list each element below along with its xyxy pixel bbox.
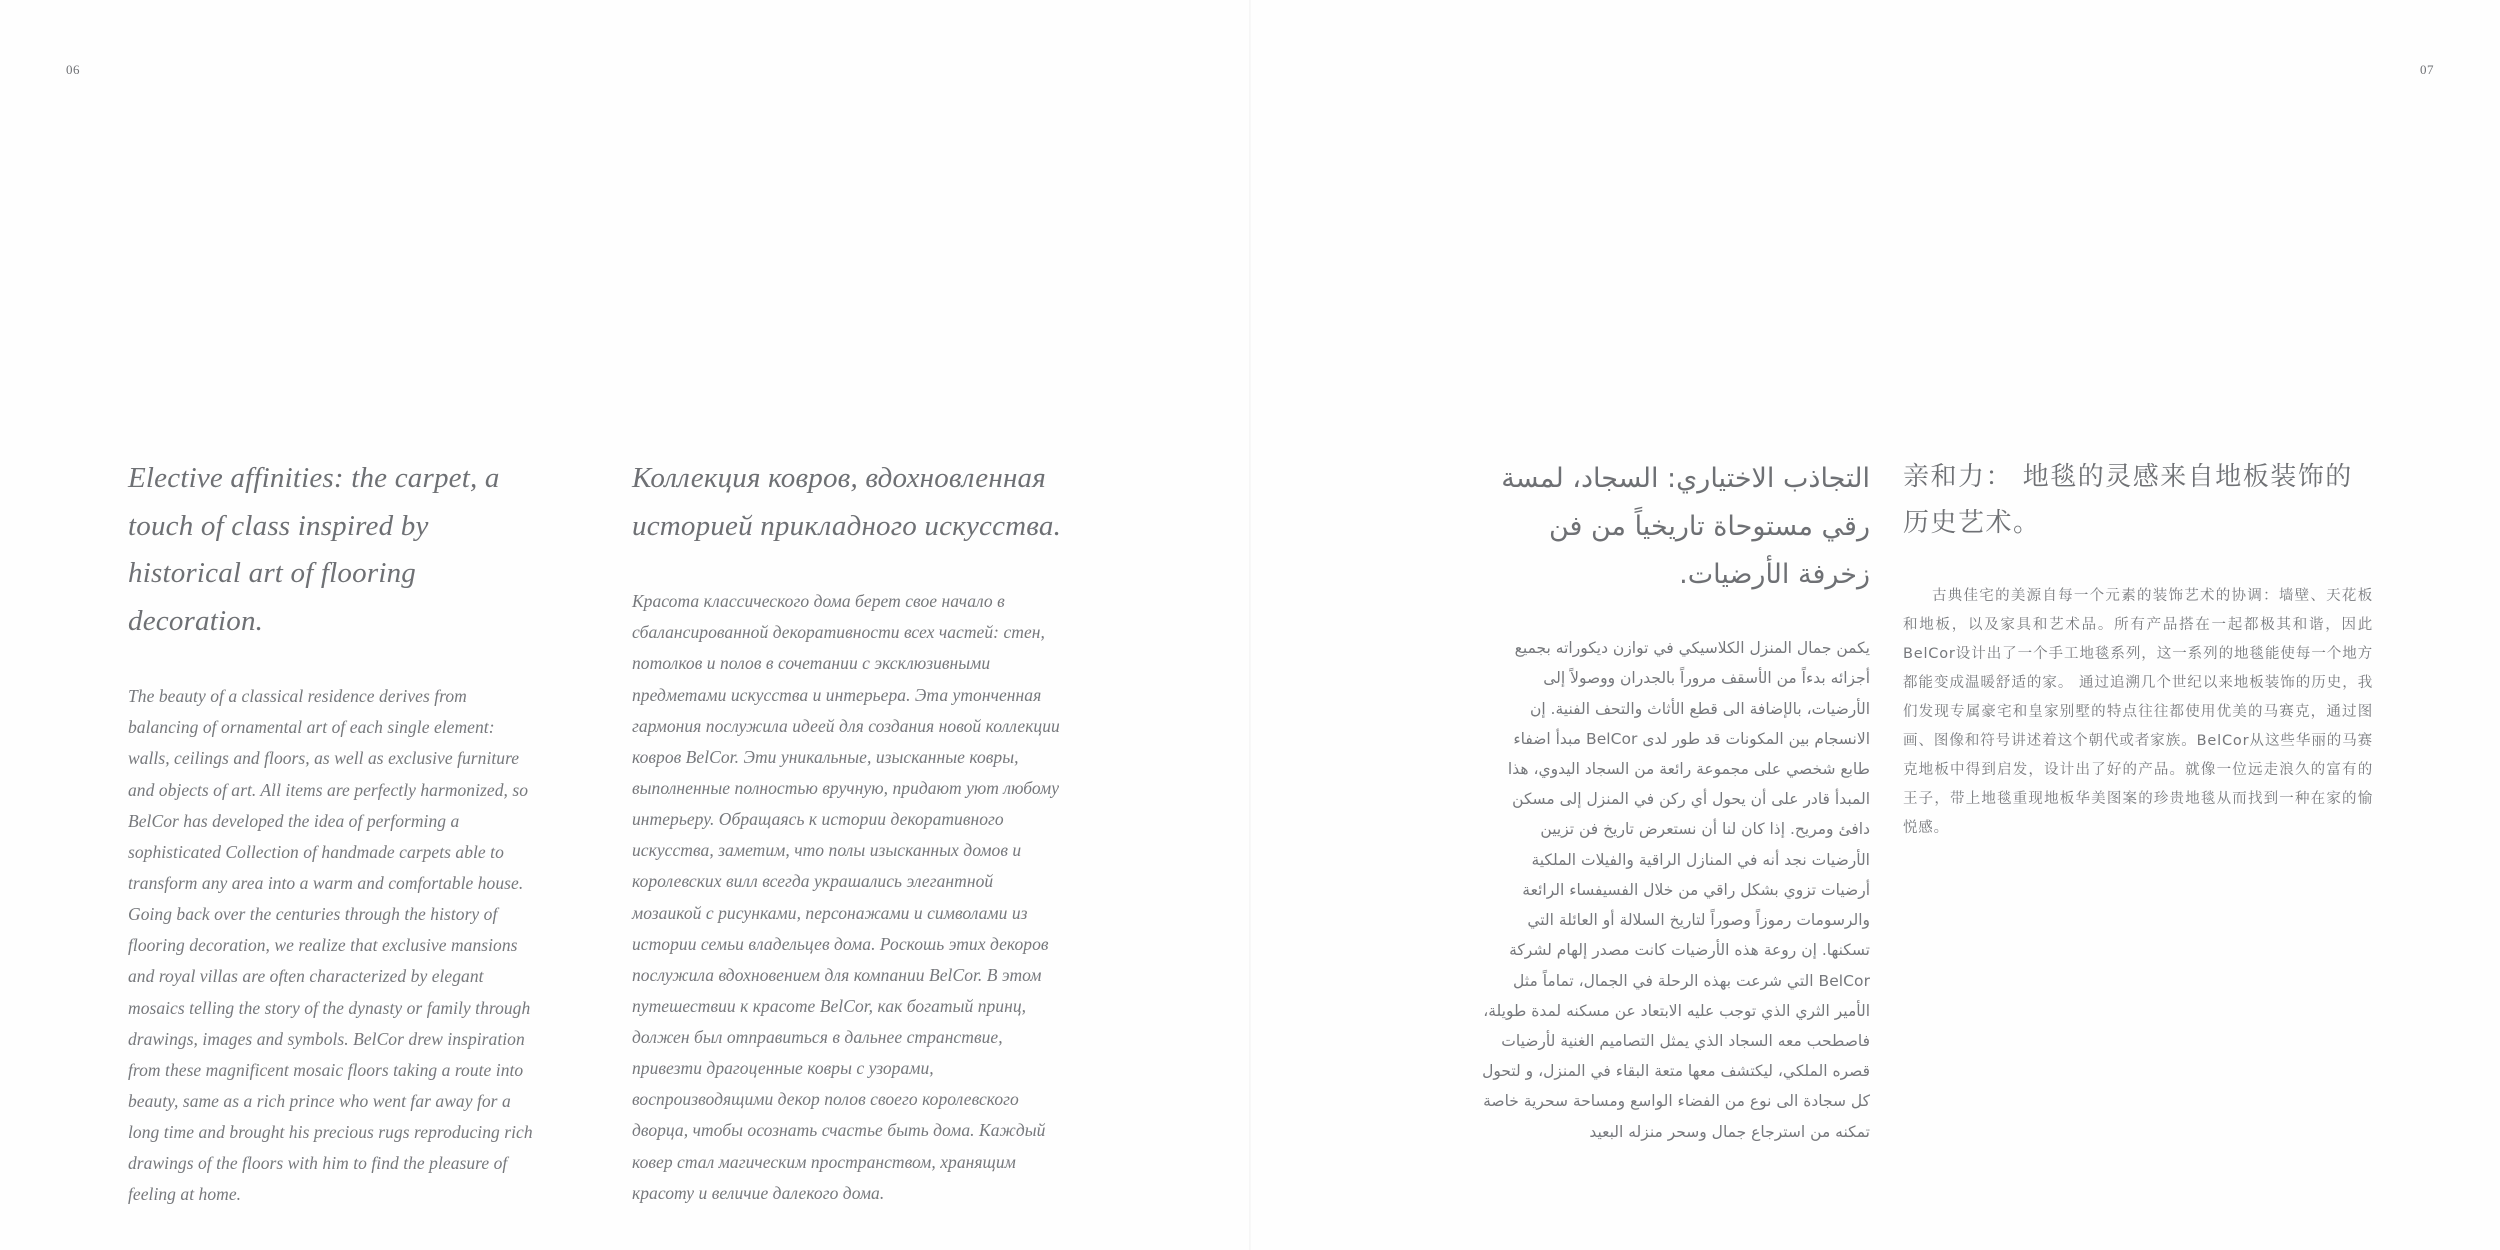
body-russian: Красота классического дома берет свое начало в сбалансированной декоративности всех частей: стен, потолков и полов в сочетании с эксклюзивными предметами искусства и интерьера. Эта утонченная гармония послужила идеей для создания новой коллекции ковров BelCor. Эти уникальные, изысканные ковры, выполненные полностью вручную, придают уют любому интерьеру. Обращаясь к истории декоративного искусства, заметим, что полы изысканных домов и королевских вилл всегда украшались элегантной мозаикой с рисунками, персонажами и символами из истории семьи владельцев дома. Роскошь этих декоров послужила вдохновением для компании BelCor. В этом путешествии к красоте BelCor, как богатый принц, должен был отправиться в дальнее странствие, привезти драгоценные ковры с узорами, воспроизводящими декор полов своего королевского дворца, чтобы осознать счастье быть дома. Каждый ковер стал магическим пространством, хранящим красоту и величие далекого дома. [632, 591, 1060, 1203]
body-english: The beauty of a classical residence derives from balancing of ornamental art of each single element: walls, ceilings and floors, as well as exclusive furniture and objects of art. All items are perfectly harmonized, so BelCor has developed the idea of performing a sophisticated Collection of handmade carpets able to transform any area into a warm and comfortable house. Going back over the centuries through the history of flooring decoration, we realize that exclusive mansions and royal villas are often characterized by elegant mosaics telling the story of the dynasty or family through drawings, images and symbols. BelCor drew inspiration from these magnificent mosaic floors taking a route into beauty, same as a rich prince who went far away for a long time and brought his precious rugs reproducing rich drawings of the floors with him to find the pleasure of feeling at home. [128, 686, 533, 1205]
body-chinese: 古典佳宅的美源自每一个元素的装饰艺术的协调：墙壁、天花板和地板，以及家具和艺术品。所有产品搭在一起都极其和谐，因此BelCor设计出了一个手工地毯系列，这一系列的地毯能使每一个地方都能变成温暖舒适的家。 通过追溯几个世纪以来地板装饰的历史，我们发现专属豪宅和皇家别墅的特点往往都使用优美的马赛克，通过图画、图像和符号讲述着这个朝代或者家族。BelCor从这些华丽的马赛克地板中得到启发，设计出了好的产品。就像一位远走浪久的富有的王子，带上地毯重现地板华美图案的珍贵地毯从而找到一种在家的愉悦感。 [1903, 588, 2373, 836]
page-fold-shadow [1249, 0, 1251, 1250]
heading-arabic: التجاذب الاختياري: السجاد، لمسة رقي مستوحاة تاريخياً من فن زخرفة الأرضيات. [1501, 463, 1870, 591]
folio-right: 07 [2420, 62, 2434, 77]
heading-russian: Коллекция ковров, вдохновленная историей прикладного искусства. [632, 462, 1062, 542]
heading-english: Elective affinities: the carpet, a touch of class inspired by historical art of flooring decoration. [128, 462, 500, 637]
heading-chinese: 亲和力： 地毯的灵感来自地板装饰的历史艺术。 [1903, 462, 2353, 538]
column-arabic [1480, 455, 1870, 1147]
folio-left: 06 [66, 62, 80, 77]
column-russian [632, 455, 1062, 1209]
body-arabic: يكمن جمال المنزل الكلاسيكي في توازن ديكوراته بجميع أجزائه بدءاً من الأسقف مروراً بالجدران ووصولاً إلى الأرضيات، بالإضافة الى قطع الأثاث والتحف الفنية. إن الانسجام بين المكونات قد طور لدى BelCor مبدأ اضفاء طابع شخصي على مجموعة رائعة من السجاد اليدوي، هذا المبدأ قادر على أن يحول أي ركن في المنزل إلى مسكن دافئ ومريح. إذا كان لنا أن نستعرض تاريخ فن تزيين الأرضيات نجد أنه في المنازل الراقية والفيلات الملكية أرضيات تزوي بشكل راقي من خلال الفسيفساء الرائعة والرسومات رموزاً وصوراً لتاريخ السلالة أو العائلة التي تسكنها. إن روعة هذه الأرضيات كانت مصدر إلهام لشركة BelCor التي شرعت بهذه الرحلة في الجمال، تماماً مثل الأمير الثري الذي توجب عليه الابتعاد عن مسكنه لمدة طويلة، فاصطحب معه السجاد الذي يمثل التصاميم الغنية لأرضيات قصره الملكي، ليكتشف معها متعة البقاء في المنزل، و لتحول كل سجادة الى نوع من الفضاء الواسع ومساحة سحرية خاصة تمكنه من استرجاع جمال وسحر منزله البعيد [1482, 639, 1870, 1141]
column-chinese [1903, 455, 2373, 843]
column-english [128, 455, 538, 1211]
